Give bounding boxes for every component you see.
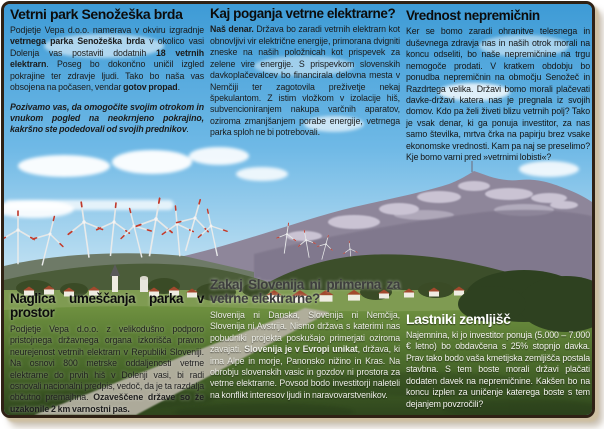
text-run: . [186,124,189,135]
article-title: Vetrni park Senožeška brda [10,6,183,22]
text-run: , država, ki ima Alpe in morje, Panonsko nižino in Kras. Na obrobju slovenskih vasic in gozdov ni prostora za vetrne elektrarne. Povsod bodo investitorji naleteli na konflikt interesov ljudi in naravovarstvenikov. [210,344,400,400]
text-run: Najemnina, ki jo investitor ponuja (5.000 – 7.000 € letno) bo obdavčena s 25% stopnjo davka. Prav tako bodo vaša kmetijska zemljišča postala stavbna. S tem boste morali državi plačati dodaten davek na nepremičnine. Kakšen bo na koncu izplen za uničenje katerega boste s tem dejanjem povzročili? [406,329,590,409]
article-zakaj-slovenija [210,278,400,409]
article-title: Zakaj Slovenija ni primerna za vetrne elektrarne? [210,277,400,307]
article-paragraph [10,102,204,136]
text-run: Slovenija ni Danska, Slovenija ni Nemčija, Slovenija ni Avstrija. Nismo država s katerimi nas pobudniki projekta poskušajo primerjati oziroma zavajati. [210,309,400,355]
text-run: 18 vetrnih elektrarn [10,47,204,70]
article-paragraph [406,26,590,163]
text-run: Država bo zaradi vetrnih elektrarn kot obnovljivi vir električne energije, primorana dvigniti zneske na naših položnicah kot prispevek za zelene vire energije. S prispevkom slovenskih davkoplačevalcev bo financirala delovna mesta v Nemčiji ter zagotovila preživetje nekaj špekulantom. Z istim vložkom v izolacije hiš, subvencioniranjem nakupa varčnih aparatov, oziroma zmanjšanjem porabe energije, vetrnega parka sploh ne bi potrebovali. [210,24,400,138]
article-paragraph [406,330,590,410]
text-run: Slovenija je v Evropi unikat [244,344,358,355]
text-run: Podjetje Vepa d.o.o. namerava v okviru izgradnje [10,24,204,35]
article-title: Lastniki zemljišč [406,311,511,327]
text-run: gotov propad [123,82,178,93]
text-run: . [177,82,180,93]
article-lastniki-zemljisc [406,312,590,418]
text-run: Ker se bomo zaradi ohranitve telesnega in duševnega zdravja nas in naših otrok morali na koncu odseliti, bo naše nepremičnine na trgu nemogoče prodati. V kratkem obdobju bo ponudba nepremičnin na območju Senožeč in Razdrtega velika. Državi bomo morali plačevati davke-državi katera nas je pregnala iz svojih domov. Kdo pa želi živeti blizu vetrnih polj? Tako je vsak denar, ki ga ponuja investitor, za nas samo številka, mrtva črka na papirju brez vsake ekonomske vrednosti. Kam pa naj se preselimo? Kje bomo varni pred »vetrnimi lobisti«? [406,26,590,163]
text-run: . Poseg bo dokončno uničil izgled pokrajine ter zdravje ljudi. Tako bo naša vas obsojena na počasen, vendar [10,59,204,93]
article-title: Vrednost nepremičnin [406,8,540,23]
silo-tower [140,276,148,292]
text-run: v okolico vasi Dolenja vas postaviti dodatnih [10,36,204,58]
text-run: Ozaveščene države so že uzakonile 2 km varnostni pas. [10,392,204,414]
photo-frame [1,1,595,418]
article-title: Naglica umeščanja parka v prostor [10,291,204,321]
article-vetrni-park [10,7,204,144]
article-naglica-umescanja [10,292,204,418]
text-run: Podjetje Vepa d.o.o. z velikodušno podporo pristojnega državnega organa izkorišča pravno neurejenost vetrnih elektrarn v Republiki Sloveniji. Na osnovi 800 metrske oddaljenosti vetrne elektrarne do prvih hiš v Dolenji vasi, bi radi osnovali nacionalni predpis, vedoč, da je ta razdalja občutno premajhna. [10,323,204,403]
article-paragraph [10,25,204,94]
text-run: Naš denar. [210,24,254,35]
article-paragraph [210,24,400,138]
article-vrednost-nepremicnin [406,9,590,172]
article-paragraph [210,310,400,401]
article-kaj-poganja [210,7,400,147]
text-run: vetrnega parka Senožeška brda [10,36,145,47]
article-title: Kaj poganja vetrne elektrarne? [210,6,396,21]
text-run: Pozivamo vas, da omogočite svojim otrokom in vnukom pogled na neokrnjeno pokrajino, kakršno ste podedovali od svojih prednikov [10,101,204,135]
article-paragraph [10,324,204,415]
